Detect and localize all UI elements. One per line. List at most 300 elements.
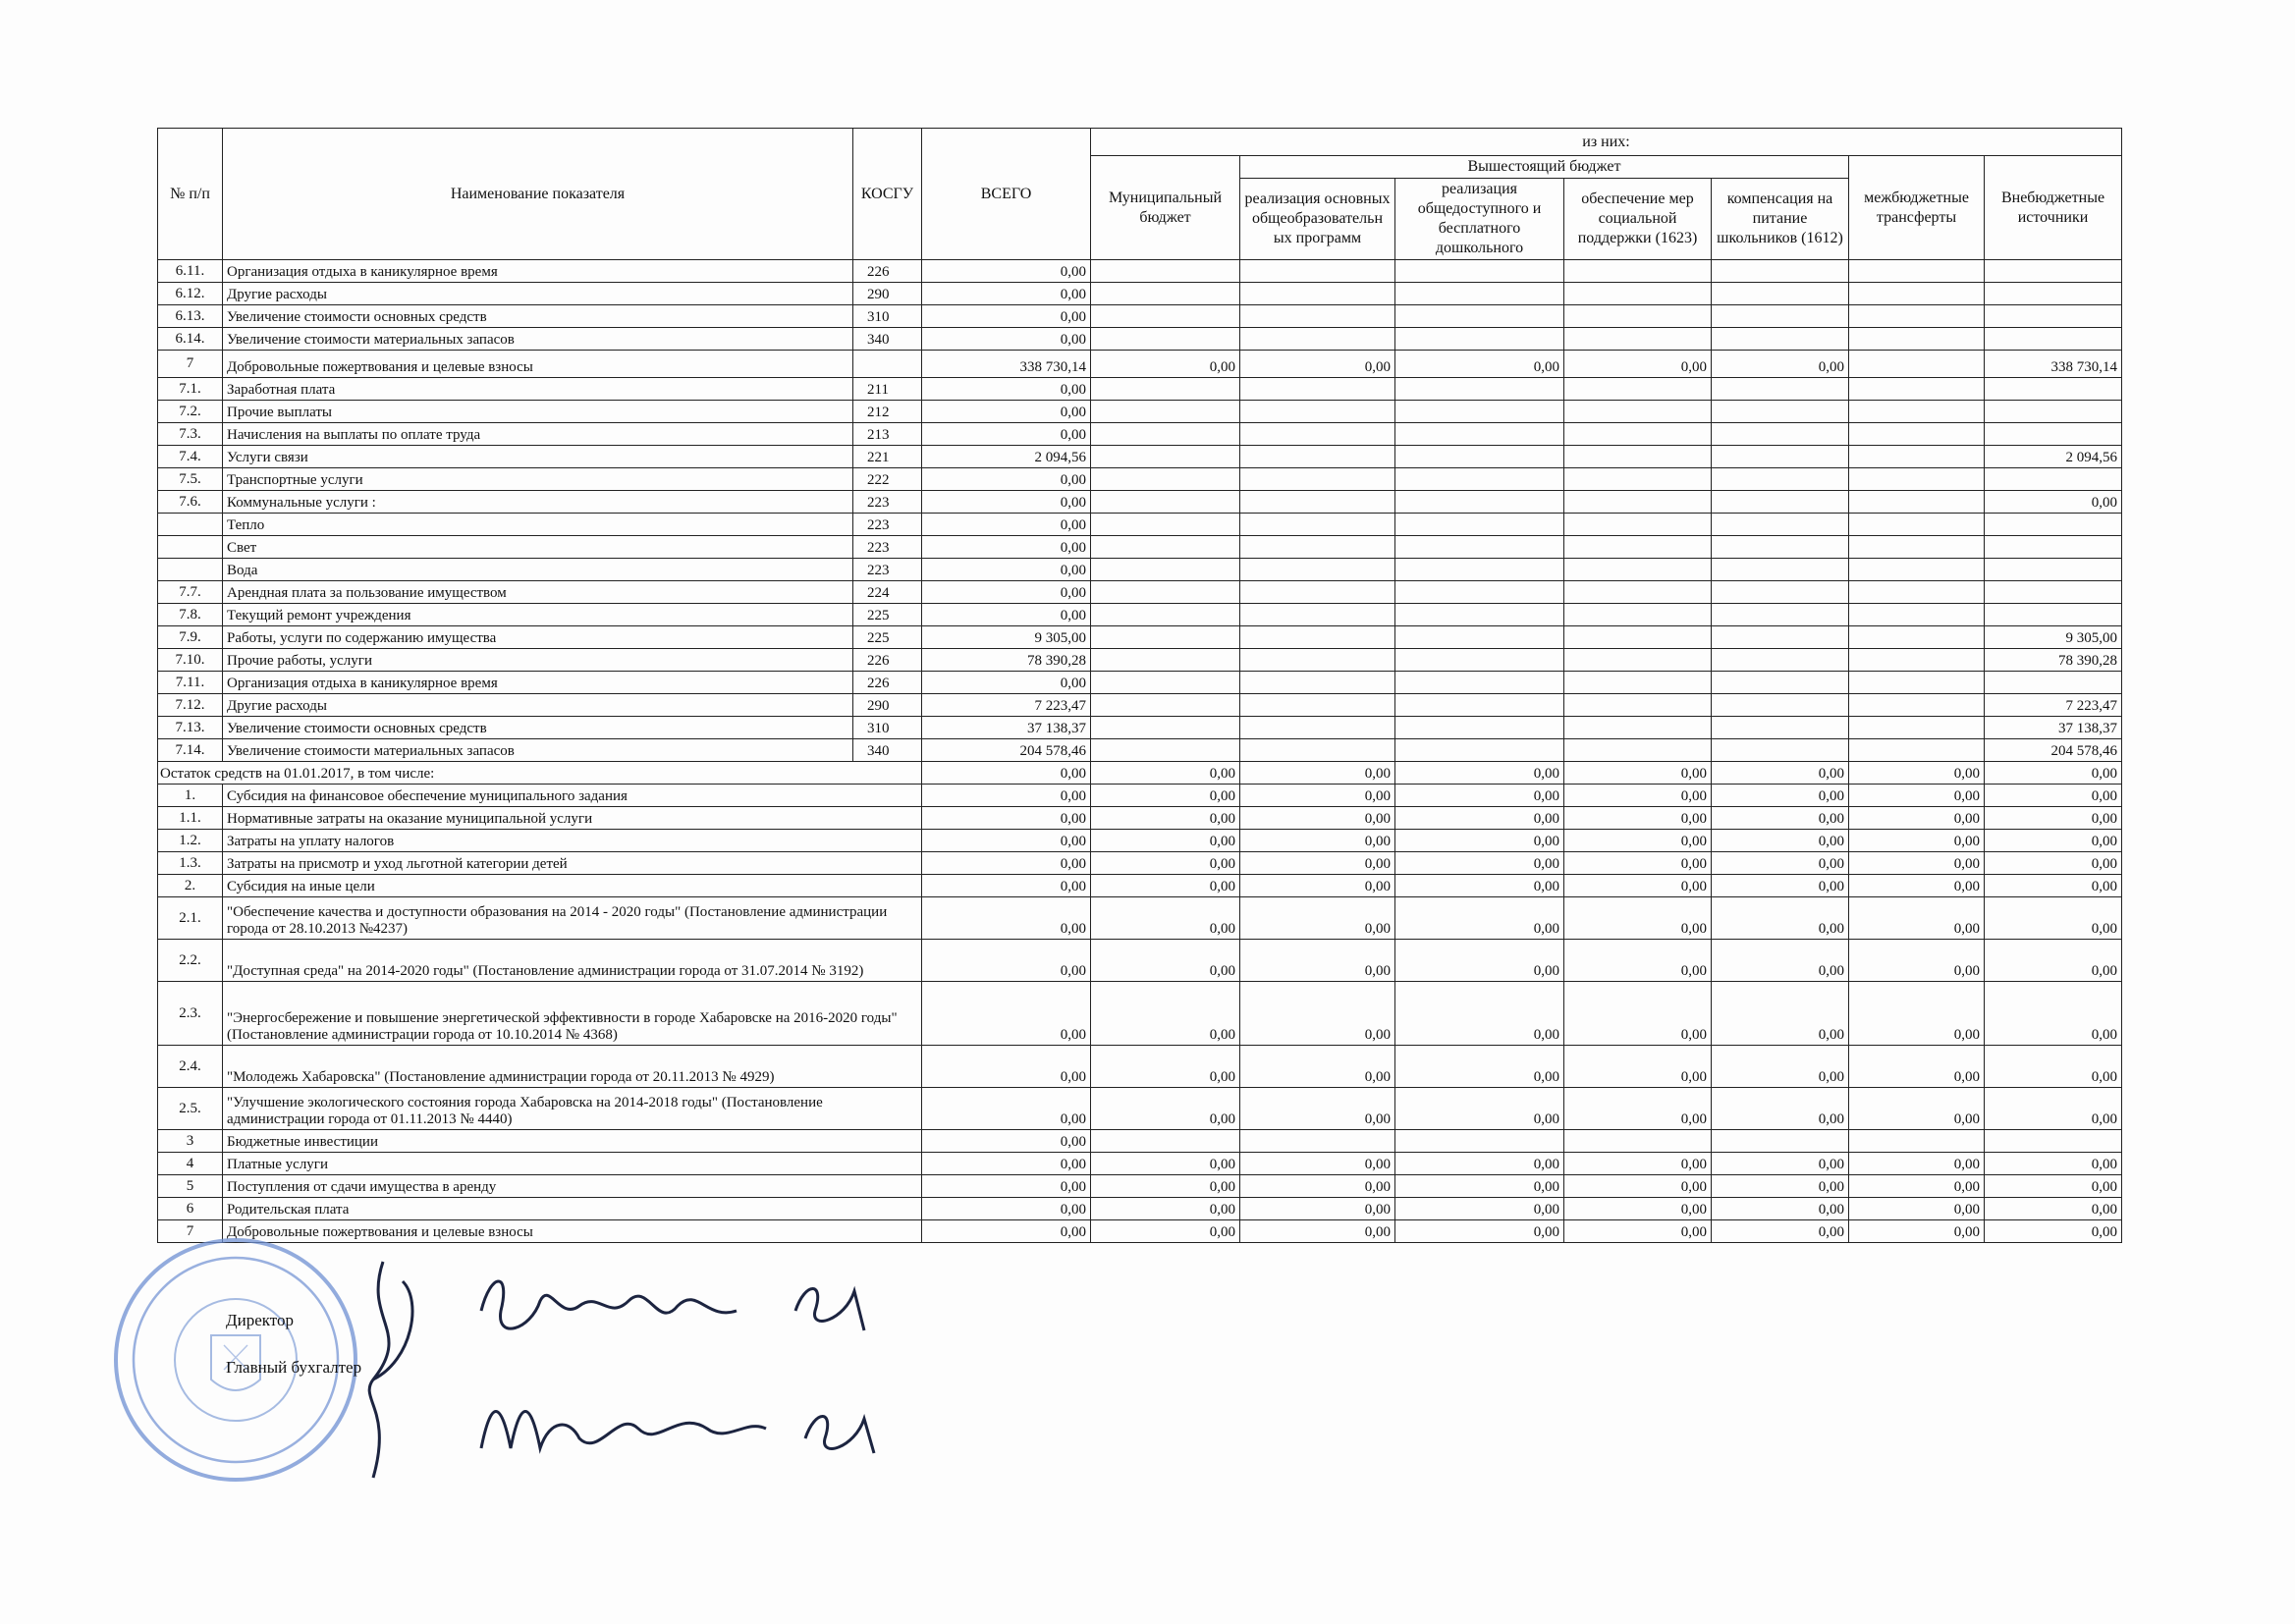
row-higher-3 [1564, 672, 1712, 694]
row-name: Увеличение стоимости материальных запасов [223, 739, 853, 762]
row-higher-1 [1240, 604, 1395, 626]
table-row [158, 785, 2122, 807]
row-interbudget [1849, 423, 1985, 446]
row-higher-3: 0,00 [1564, 1175, 1712, 1198]
row-extrabudget: 0,00 [1985, 807, 2122, 830]
row-total: 9 305,00 [922, 626, 1091, 649]
row-higher-3: 0,00 [1564, 1198, 1712, 1220]
balance-mun: 0,00 [1091, 762, 1240, 785]
row-number: 7.5. [158, 468, 223, 491]
row-interbudget [1849, 604, 1985, 626]
row-higher-4: 0,00 [1712, 351, 1849, 378]
row-interbudget [1849, 694, 1985, 717]
row-higher-3: 0,00 [1564, 1153, 1712, 1175]
row-total: 0,00 [922, 468, 1091, 491]
row-total: 0,00 [922, 807, 1091, 830]
row-name: Коммунальные услуги : [223, 491, 853, 514]
row-kosgu: 223 [853, 559, 922, 581]
row-higher-4: 0,00 [1712, 1153, 1849, 1175]
row-name: "Молодежь Хабаровска" (Постановление администрации города от 20.11.2013 № 4929) [223, 1046, 922, 1088]
row-total: 2 094,56 [922, 446, 1091, 468]
row-higher-3 [1564, 491, 1712, 514]
row-higher-3 [1564, 468, 1712, 491]
row-municipal [1091, 604, 1240, 626]
row-number: 3 [158, 1130, 223, 1153]
row-total: 0,00 [922, 401, 1091, 423]
row-higher-1 [1240, 260, 1395, 283]
row-number: 7.14. [158, 739, 223, 762]
row-higher-3 [1564, 694, 1712, 717]
row-name: Заработная плата [223, 378, 853, 401]
row-higher-2 [1395, 491, 1564, 514]
row-higher-1: 0,00 [1240, 897, 1395, 940]
row-extrabudget: 0,00 [1985, 1175, 2122, 1198]
row-interbudget: 0,00 [1849, 1198, 1985, 1220]
row-extrabudget: 0,00 [1985, 852, 2122, 875]
row-higher-2 [1395, 514, 1564, 536]
row-interbudget [1849, 581, 1985, 604]
row-higher-3 [1564, 423, 1712, 446]
row-extrabudget: 0,00 [1985, 1153, 2122, 1175]
row-interbudget: 0,00 [1849, 785, 1985, 807]
row-extrabudget: 0,00 [1985, 940, 2122, 982]
table-row [158, 626, 2122, 649]
row-total: 0,00 [922, 672, 1091, 694]
row-name: Увеличение стоимости основных средств [223, 717, 853, 739]
row-municipal: 0,00 [1091, 1088, 1240, 1130]
table-row [158, 536, 2122, 559]
row-higher-2 [1395, 739, 1564, 762]
table-row [158, 581, 2122, 604]
row-higher-3: 0,00 [1564, 875, 1712, 897]
row-number: 2.3. [158, 982, 223, 1046]
row-higher-3: 0,00 [1564, 1088, 1712, 1130]
row-extrabudget [1985, 378, 2122, 401]
row-higher-4 [1712, 717, 1849, 739]
row-higher-4: 0,00 [1712, 1220, 1849, 1243]
row-higher-1 [1240, 514, 1395, 536]
row-municipal [1091, 423, 1240, 446]
row-name: Затраты на уплату налогов [223, 830, 922, 852]
row-interbudget [1849, 717, 1985, 739]
row-higher-3 [1564, 536, 1712, 559]
row-municipal: 0,00 [1091, 830, 1240, 852]
row-name: Тепло [223, 514, 853, 536]
row-municipal [1091, 672, 1240, 694]
row-interbudget [1849, 446, 1985, 468]
row-kosgu: 226 [853, 672, 922, 694]
row-higher-2 [1395, 1130, 1564, 1153]
header-of-them: из них: [1091, 129, 2122, 156]
balance-extra: 0,00 [1985, 762, 2122, 785]
row-total: 0,00 [922, 491, 1091, 514]
row-higher-3 [1564, 305, 1712, 328]
row-higher-3 [1564, 328, 1712, 351]
table-row [158, 1198, 2122, 1220]
row-total: 0,00 [922, 1046, 1091, 1088]
row-higher-2: 0,00 [1395, 897, 1564, 940]
row-name: Субсидия на финансовое обеспечение муниципального задания [223, 785, 922, 807]
row-kosgu: 223 [853, 491, 922, 514]
row-interbudget [1849, 401, 1985, 423]
row-extrabudget: 0,00 [1985, 982, 2122, 1046]
header-municipal: Муниципальный бюджет [1091, 156, 1240, 260]
row-kosgu [853, 351, 922, 378]
row-name: Платные услуги [223, 1153, 922, 1175]
row-municipal: 0,00 [1091, 897, 1240, 940]
row-total: 0,00 [922, 1153, 1091, 1175]
row-higher-4 [1712, 401, 1849, 423]
row-interbudget [1849, 514, 1985, 536]
table-row [158, 897, 2122, 940]
row-higher-2 [1395, 446, 1564, 468]
row-higher-1 [1240, 717, 1395, 739]
row-interbudget: 0,00 [1849, 852, 1985, 875]
table-body-balance [158, 762, 2122, 785]
table-row [158, 305, 2122, 328]
row-higher-3: 0,00 [1564, 1046, 1712, 1088]
table-row [158, 514, 2122, 536]
table-row [158, 401, 2122, 423]
row-number: 7 [158, 351, 223, 378]
table-row [158, 468, 2122, 491]
row-extrabudget: 2 094,56 [1985, 446, 2122, 468]
row-interbudget: 0,00 [1849, 1175, 1985, 1198]
row-municipal [1091, 378, 1240, 401]
row-total: 0,00 [922, 982, 1091, 1046]
row-number: 6 [158, 1198, 223, 1220]
row-higher-4 [1712, 672, 1849, 694]
row-higher-4: 0,00 [1712, 785, 1849, 807]
row-higher-3 [1564, 401, 1712, 423]
row-higher-1 [1240, 581, 1395, 604]
row-higher-4 [1712, 446, 1849, 468]
accountant-label: Главный бухгалтер [226, 1358, 362, 1377]
row-extrabudget [1985, 536, 2122, 559]
row-municipal: 0,00 [1091, 1153, 1240, 1175]
row-municipal: 0,00 [1091, 982, 1240, 1046]
row-higher-4: 0,00 [1712, 830, 1849, 852]
row-higher-1 [1240, 739, 1395, 762]
row-higher-3 [1564, 581, 1712, 604]
row-interbudget: 0,00 [1849, 1220, 1985, 1243]
row-extrabudget [1985, 581, 2122, 604]
row-higher-2 [1395, 649, 1564, 672]
row-higher-1: 0,00 [1240, 830, 1395, 852]
row-total: 0,00 [922, 283, 1091, 305]
row-higher-1 [1240, 672, 1395, 694]
row-name: Субсидия на иные цели [223, 875, 922, 897]
row-higher-4: 0,00 [1712, 897, 1849, 940]
table-row [158, 491, 2122, 514]
row-name: Прочие работы, услуги [223, 649, 853, 672]
row-extrabudget [1985, 672, 2122, 694]
row-municipal [1091, 649, 1240, 672]
row-name: Добровольные пожертвования и целевые взносы [223, 351, 853, 378]
row-number: 2.5. [158, 1088, 223, 1130]
row-name: Арендная плата за пользование имуществом [223, 581, 853, 604]
header-interbudget: межбюджетные трансферты [1849, 156, 1985, 260]
row-total: 0,00 [922, 378, 1091, 401]
row-kosgu: 290 [853, 694, 922, 717]
row-higher-2 [1395, 423, 1564, 446]
row-municipal [1091, 328, 1240, 351]
row-municipal: 0,00 [1091, 351, 1240, 378]
table-row [158, 649, 2122, 672]
row-municipal: 0,00 [1091, 1046, 1240, 1088]
table-row [158, 830, 2122, 852]
row-total: 0,00 [922, 940, 1091, 982]
row-interbudget: 0,00 [1849, 940, 1985, 982]
row-total: 0,00 [922, 328, 1091, 351]
row-number: 7.8. [158, 604, 223, 626]
row-higher-2: 0,00 [1395, 852, 1564, 875]
row-number: 2.2. [158, 940, 223, 982]
row-higher-2: 0,00 [1395, 830, 1564, 852]
table-row [158, 423, 2122, 446]
row-number: 6.12. [158, 283, 223, 305]
row-interbudget: 0,00 [1849, 1046, 1985, 1088]
row-total: 0,00 [922, 830, 1091, 852]
row-total: 0,00 [922, 559, 1091, 581]
row-higher-4 [1712, 559, 1849, 581]
row-interbudget [1849, 739, 1985, 762]
row-total: 0,00 [922, 305, 1091, 328]
row-extrabudget [1985, 514, 2122, 536]
row-total: 0,00 [922, 581, 1091, 604]
row-interbudget [1849, 378, 1985, 401]
row-municipal: 0,00 [1091, 807, 1240, 830]
row-higher-3 [1564, 626, 1712, 649]
row-higher-2 [1395, 604, 1564, 626]
row-higher-2 [1395, 717, 1564, 739]
row-number: 7.13. [158, 717, 223, 739]
row-name: Транспортные услуги [223, 468, 853, 491]
row-municipal [1091, 694, 1240, 717]
row-higher-4 [1712, 423, 1849, 446]
row-total: 338 730,14 [922, 351, 1091, 378]
row-interbudget: 0,00 [1849, 1153, 1985, 1175]
row-higher-2: 0,00 [1395, 807, 1564, 830]
row-higher-1 [1240, 423, 1395, 446]
row-name: "Обеспечение качества и доступности образования на 2014 - 2020 годы" (Постановление администрации города от 28.10.2013 №4237) [223, 897, 922, 940]
row-total: 0,00 [922, 1198, 1091, 1220]
row-higher-4 [1712, 514, 1849, 536]
row-municipal [1091, 283, 1240, 305]
row-interbudget [1849, 626, 1985, 649]
row-extrabudget [1985, 401, 2122, 423]
row-higher-1 [1240, 328, 1395, 351]
row-higher-3: 0,00 [1564, 807, 1712, 830]
row-higher-4: 0,00 [1712, 1198, 1849, 1220]
row-name: Увеличение стоимости основных средств [223, 305, 853, 328]
row-name: "Энергосбережение и повышение энергетической эффективности в городе Хабаровске на 2016-2020 годы" (Постановление администрации города от 10.10.2014 № 4368) [223, 982, 922, 1046]
row-municipal [1091, 305, 1240, 328]
row-higher-1 [1240, 626, 1395, 649]
row-kosgu: 222 [853, 468, 922, 491]
row-total: 0,00 [922, 875, 1091, 897]
row-extrabudget [1985, 559, 2122, 581]
row-name: Текущий ремонт учреждения [223, 604, 853, 626]
row-higher-1 [1240, 401, 1395, 423]
row-higher-1: 0,00 [1240, 982, 1395, 1046]
row-municipal [1091, 717, 1240, 739]
row-higher-4 [1712, 468, 1849, 491]
table-row [158, 328, 2122, 351]
row-extrabudget: 78 390,28 [1985, 649, 2122, 672]
row-higher-3 [1564, 604, 1712, 626]
row-higher-4: 0,00 [1712, 940, 1849, 982]
row-higher-3: 0,00 [1564, 830, 1712, 852]
row-name: Вода [223, 559, 853, 581]
table-row [158, 260, 2122, 283]
row-higher-1: 0,00 [1240, 1153, 1395, 1175]
row-total: 0,00 [922, 1175, 1091, 1198]
row-municipal: 0,00 [1091, 875, 1240, 897]
row-interbudget [1849, 328, 1985, 351]
row-interbudget: 0,00 [1849, 1088, 1985, 1130]
row-higher-4: 0,00 [1712, 1175, 1849, 1198]
row-higher-1: 0,00 [1240, 1220, 1395, 1243]
row-higher-1 [1240, 694, 1395, 717]
row-number: 1.3. [158, 852, 223, 875]
row-municipal [1091, 626, 1240, 649]
table-row [158, 1153, 2122, 1175]
row-extrabudget: 0,00 [1985, 785, 2122, 807]
row-extrabudget [1985, 305, 2122, 328]
row-extrabudget [1985, 468, 2122, 491]
row-total: 0,00 [922, 423, 1091, 446]
row-higher-2 [1395, 559, 1564, 581]
row-extrabudget [1985, 260, 2122, 283]
row-number: 6.11. [158, 260, 223, 283]
table-row [158, 604, 2122, 626]
header-higher-budget: Вышестоящий бюджет [1240, 156, 1849, 179]
row-higher-4: 0,00 [1712, 875, 1849, 897]
row-extrabudget: 9 305,00 [1985, 626, 2122, 649]
balance-total: 0,00 [922, 762, 1091, 785]
table-row [158, 1175, 2122, 1198]
row-higher-2 [1395, 283, 1564, 305]
row-total: 0,00 [922, 1220, 1091, 1243]
table-row [158, 982, 2122, 1046]
row-extrabudget: 0,00 [1985, 875, 2122, 897]
row-higher-3 [1564, 1130, 1712, 1153]
row-total: 0,00 [922, 897, 1091, 940]
row-higher-4 [1712, 581, 1849, 604]
row-higher-4 [1712, 328, 1849, 351]
row-higher-1 [1240, 536, 1395, 559]
header-kosgu: КОСГУ [853, 129, 922, 260]
row-number [158, 536, 223, 559]
row-municipal [1091, 401, 1240, 423]
row-higher-2 [1395, 694, 1564, 717]
row-number: 7 [158, 1220, 223, 1243]
accountant-signature [471, 1370, 962, 1478]
row-higher-4 [1712, 260, 1849, 283]
signature-area [108, 1232, 992, 1488]
table-row [158, 1130, 2122, 1153]
row-higher-4 [1712, 378, 1849, 401]
row-higher-4 [1712, 649, 1849, 672]
row-name: Начисления на выплаты по оплате труда [223, 423, 853, 446]
row-higher-2: 0,00 [1395, 351, 1564, 378]
balance-h3: 0,00 [1564, 762, 1712, 785]
row-total: 0,00 [922, 514, 1091, 536]
row-extrabudget [1985, 283, 2122, 305]
row-name: Прочие выплаты [223, 401, 853, 423]
row-municipal [1091, 536, 1240, 559]
row-higher-4 [1712, 604, 1849, 626]
row-number: 2. [158, 875, 223, 897]
row-extrabudget [1985, 604, 2122, 626]
row-name: Увеличение стоимости материальных запасов [223, 328, 853, 351]
row-interbudget [1849, 283, 1985, 305]
row-higher-1 [1240, 446, 1395, 468]
row-total: 7 223,47 [922, 694, 1091, 717]
row-number: 7.6. [158, 491, 223, 514]
balance-h4: 0,00 [1712, 762, 1849, 785]
row-total: 0,00 [922, 604, 1091, 626]
table-row [158, 351, 2122, 378]
row-name: Свет [223, 536, 853, 559]
row-higher-4 [1712, 536, 1849, 559]
row-extrabudget: 338 730,14 [1985, 351, 2122, 378]
row-extrabudget: 204 578,46 [1985, 739, 2122, 762]
row-higher-4: 0,00 [1712, 852, 1849, 875]
row-higher-4: 0,00 [1712, 1046, 1849, 1088]
table-row [158, 378, 2122, 401]
row-higher-3 [1564, 283, 1712, 305]
row-name: Другие расходы [223, 283, 853, 305]
row-kosgu: 226 [853, 260, 922, 283]
row-higher-1 [1240, 283, 1395, 305]
row-higher-2: 0,00 [1395, 1153, 1564, 1175]
row-extrabudget: 37 138,37 [1985, 717, 2122, 739]
row-higher-1: 0,00 [1240, 785, 1395, 807]
row-higher-2: 0,00 [1395, 1175, 1564, 1198]
row-interbudget: 0,00 [1849, 830, 1985, 852]
row-higher-4 [1712, 305, 1849, 328]
row-interbudget [1849, 536, 1985, 559]
row-total: 0,00 [922, 260, 1091, 283]
row-higher-1: 0,00 [1240, 1198, 1395, 1220]
row-higher-4: 0,00 [1712, 807, 1849, 830]
row-total: 0,00 [922, 785, 1091, 807]
row-higher-2: 0,00 [1395, 1220, 1564, 1243]
row-number: 7.1. [158, 378, 223, 401]
director-label: Директор [226, 1311, 294, 1329]
director-signature [471, 1252, 962, 1360]
row-extrabudget [1985, 423, 2122, 446]
row-kosgu: 225 [853, 626, 922, 649]
row-interbudget [1849, 559, 1985, 581]
row-extrabudget: 0,00 [1985, 491, 2122, 514]
row-number: 2.4. [158, 1046, 223, 1088]
row-number: 7.2. [158, 401, 223, 423]
row-higher-2 [1395, 260, 1564, 283]
table-body-balance-details [158, 785, 2122, 1243]
row-kosgu: 226 [853, 649, 922, 672]
row-higher-2: 0,00 [1395, 1046, 1564, 1088]
row-higher-1: 0,00 [1240, 1088, 1395, 1130]
financial-plan-table [157, 128, 2122, 1243]
row-higher-3 [1564, 649, 1712, 672]
row-kosgu: 213 [853, 423, 922, 446]
row-name: Организация отдыха в каникулярное время [223, 672, 853, 694]
table-row [158, 1046, 2122, 1088]
row-higher-4 [1712, 491, 1849, 514]
